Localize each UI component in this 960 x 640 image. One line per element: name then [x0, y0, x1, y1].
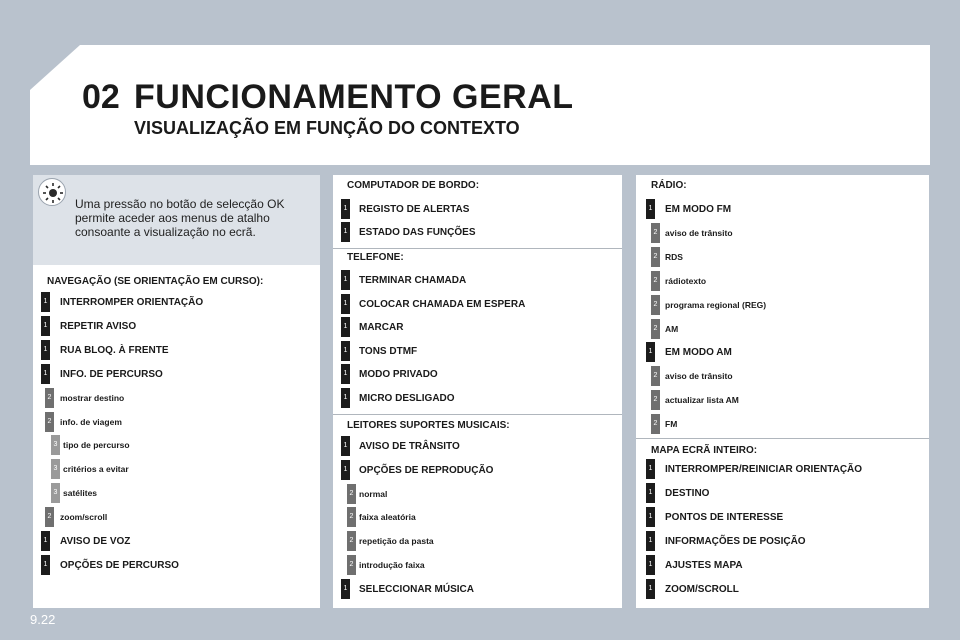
menu-item-label: satélites	[63, 488, 98, 499]
menu-item-label: ESTADO DAS FUNÇÕES	[359, 227, 476, 238]
sun-lightbulb-icon	[38, 178, 66, 206]
level-badge: 2	[651, 247, 660, 267]
menu-item-label: SELECCIONAR MÚSICA	[359, 583, 475, 595]
menu-item-label: introdução faixa	[359, 560, 425, 570]
menu-item-label: MICRO DESLIGADO	[359, 392, 455, 404]
level-badge: 1	[41, 555, 50, 575]
level-badge: 1	[341, 388, 350, 408]
level-badge: 1	[646, 483, 655, 503]
level-badge: 1	[341, 341, 350, 361]
level-badge: 1	[646, 531, 655, 551]
level-badge: 2	[651, 295, 660, 315]
computer-section-title: COMPUTADOR DE BORDO:	[347, 180, 480, 191]
menu-item-label: info. de viagem	[60, 416, 122, 427]
menu-item-label: PONTOS DE INTERESSE	[665, 512, 784, 523]
level-badge: 2	[651, 390, 660, 410]
menu-item-label: zoom/scroll	[60, 512, 108, 523]
level-badge: 1	[41, 340, 50, 360]
menu-item-label: MARCAR	[359, 322, 404, 333]
menu-item-label: EM MODO AM	[665, 347, 732, 359]
level-badge: 1	[341, 436, 350, 456]
menu-item-label: mostrar destino	[60, 392, 125, 403]
phone-section-title: TELEFONE:	[347, 252, 404, 263]
chapter-number: 02	[82, 78, 120, 116]
level-badge: 1	[646, 199, 655, 219]
level-badge: 2	[347, 484, 356, 504]
menu-item-label: TONS DTMF	[359, 345, 418, 357]
level-badge: 3	[51, 435, 60, 455]
menu-item-label: OPÇÕES DE PERCURSO	[60, 559, 179, 571]
menu-item-label: normal	[359, 488, 388, 499]
level-badge: 1	[341, 364, 350, 384]
map-section-title: MAPA ECRÃ INTEIRO:	[651, 445, 758, 456]
menu-item-label: AVISO DE TRÂNSITO	[359, 441, 460, 452]
separator	[333, 414, 622, 415]
menu-item-label: programa regional (REG)	[665, 299, 767, 310]
level-badge: 2	[347, 531, 356, 551]
menu-item-label: RDS	[665, 251, 683, 262]
level-badge: 1	[341, 199, 350, 219]
menu-item-label: INFORMAÇÕES DE POSIÇÃO	[665, 536, 806, 547]
level-badge: 1	[341, 460, 350, 480]
level-badge: 1	[41, 531, 50, 551]
menu-item-label: AVISO DE VOZ	[60, 536, 131, 547]
menu-item-label: RUA BLOQ. À FRENTE	[60, 344, 169, 356]
level-badge: 1	[341, 317, 350, 337]
page-subtitle: VISUALIZAÇÃO EM FUNÇÃO DO CONTEXTO	[134, 118, 520, 138]
level-badge: 1	[646, 555, 655, 575]
level-badge: 1	[41, 364, 50, 384]
level-badge: 3	[51, 459, 60, 479]
menu-item-label: TERMINAR CHAMADA	[359, 275, 467, 286]
level-badge: 2	[45, 507, 54, 527]
separator	[636, 438, 929, 439]
menu-item-label: INFO. DE PERCURSO	[60, 368, 163, 380]
menu-item-label: rádiotexto	[665, 275, 707, 286]
menu-item-label: MODO PRIVADO	[359, 369, 438, 380]
level-badge: 2	[651, 366, 660, 386]
menu-item-label: faixa aleatória	[359, 512, 416, 523]
page-title: FUNCIONAMENTO GERAL	[134, 78, 574, 116]
menu-item-label: REPETIR AVISO	[60, 320, 137, 332]
menu-item-label: aviso de trânsito	[665, 371, 733, 382]
level-badge: 2	[651, 223, 660, 243]
level-badge: 1	[41, 292, 50, 312]
level-badge: 1	[341, 294, 350, 314]
page-number: 9.22	[30, 612, 56, 627]
menu-item-label: DESTINO	[665, 488, 710, 499]
level-badge: 1	[341, 222, 350, 242]
level-badge: 2	[651, 271, 660, 291]
level-badge: 1	[646, 507, 655, 527]
level-badge: 2	[347, 555, 356, 575]
menu-item-label: AJUSTES MAPA	[665, 560, 743, 571]
menu-item-label: tipo de percurso	[63, 440, 130, 451]
level-badge: 1	[646, 342, 655, 362]
navigation-section-title: NAVEGAÇÃO (SE ORIENTAÇÃO EM CURSO):	[47, 276, 264, 287]
level-badge: 2	[45, 388, 54, 408]
menu-item-label: AM	[665, 323, 679, 334]
separator	[333, 248, 622, 249]
media-section-title: LEITORES SUPORTES MUSICAIS:	[347, 420, 510, 431]
menu-item-label: ZOOM/SCROLL	[665, 584, 739, 595]
level-badge: 2	[347, 507, 356, 527]
menu-item-label: COLOCAR CHAMADA EM ESPERA	[359, 298, 526, 310]
menu-item-label: EM MODO FM	[665, 204, 732, 215]
level-badge: 1	[341, 270, 350, 290]
menu-item-label: OPÇÕES DE REPRODUÇÃO	[359, 464, 494, 476]
tip-text: Uma pressão no botão de selecção OK permite aceder aos menus de atalho consoante a visualização no ecrã.	[75, 197, 285, 239]
menu-item-label: REGISTO DE ALERTAS	[359, 204, 470, 215]
menu-item-label: FM	[665, 419, 678, 430]
level-badge: 3	[51, 483, 60, 503]
level-badge: 1	[646, 579, 655, 599]
menu-item-label: INTERROMPER/REINICIAR ORIENTAÇÃO	[665, 464, 863, 475]
menu-item-label: INTERROMPER ORIENTAÇÃO	[60, 297, 204, 308]
level-badge: 2	[651, 319, 660, 339]
radio-section-title: RÁDIO:	[651, 180, 687, 191]
level-badge: 1	[341, 579, 350, 599]
level-badge: 1	[41, 316, 50, 336]
menu-item-label: actualizar lista AM	[665, 395, 739, 406]
level-badge: 1	[646, 459, 655, 479]
level-badge: 2	[45, 412, 54, 432]
menu-item-label: critérios a evitar	[63, 464, 129, 475]
menu-item-label: repetição da pasta	[359, 536, 434, 547]
level-badge: 2	[651, 414, 660, 434]
menu-item-label: aviso de trânsito	[665, 227, 733, 238]
